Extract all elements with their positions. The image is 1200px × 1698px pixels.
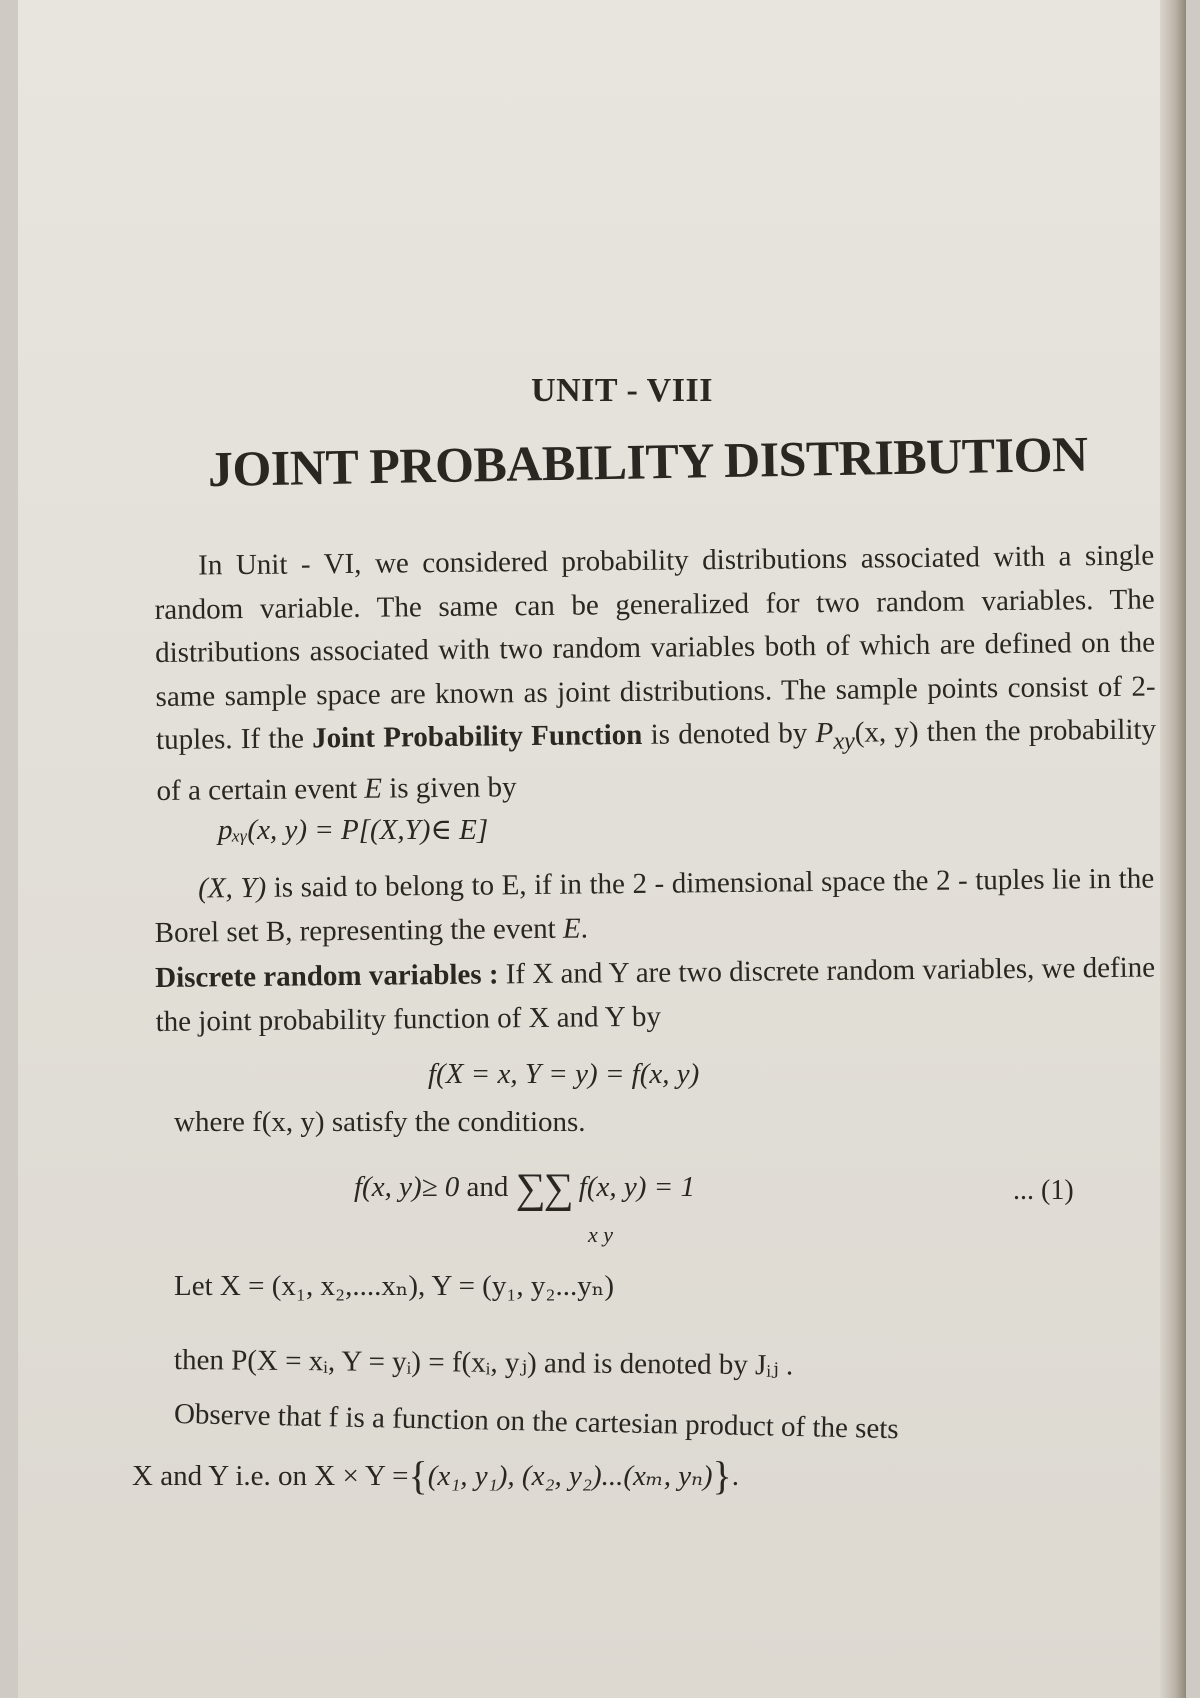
- formula-joint-probability: pₓᵧ(x, y) = P[(X,Y)∈ E]: [218, 814, 489, 846]
- observe-line: Observe that f is a function on the cartesian product of the sets: [173, 1398, 899, 1446]
- formula-joint-function: f(X = x, Y = y) = f(x, y): [428, 1058, 700, 1090]
- sum-indices: x y: [588, 1222, 614, 1247]
- intro-paragraph: In Unit - VI, we considered probability distributions associated with a single random variable. The same can be generalized for two random variables. The distributions associated with two random variables both of which are defined on the same sample space are known as joint distributions. The sample points consist of 2- tuples. If the Joint Probability Function is denoted by $P_{xy}(x$, y) then the probability of a certain event E is given by: [154, 539, 1157, 808]
- borel-paragraph: (X, Y) is said to belong to E, if in the 2 - dimensional space the 2 - tuples lie in the Borel set B, representing the event E.: [154, 862, 1155, 949]
- formula-conditions: f(x, y)≥ 0 and ∑∑ f(x, y) = 1: [354, 1166, 695, 1212]
- chapter-title: JOINT PROBABILITY DISTRIBUTION: [207, 425, 1089, 497]
- where-line: where f(x, y) satisfy the conditions.: [174, 1106, 586, 1138]
- final-line: X and Y i.e. on X × Y ={(x₁, y₁), (x₂, y₂)...(xₘ, yₙ)}.: [132, 1453, 739, 1498]
- joint-probability-function-term: Joint Probability Function: [311, 718, 643, 755]
- let-line: Let X = (x₁, x₂,....xₙ), Y = (y₁, y₂...yₙ): [174, 1270, 614, 1302]
- book-page: [18, 0, 1186, 1698]
- discrete-random-variables-term: Discrete random variables :: [154, 958, 499, 994]
- double-sum-symbol: ∑∑: [515, 1166, 572, 1212]
- unit-heading: UNIT - VIII: [531, 372, 713, 409]
- then-line: then P(X = xᵢ, Y = yᵢ) = f(xᵢ, yⱼ) and is denoted by Jᵢⱼ .: [173, 1344, 794, 1382]
- page-gutter-shadow: [1160, 0, 1186, 1698]
- discrete-paragraph: Discrete random variables : If X and Y are two discrete random variables, we define the joint probability function of X and Y by: [154, 951, 1156, 1038]
- body-text: [154, 535, 1157, 814]
- equation-number: ... (1): [1013, 1175, 1074, 1206]
- borel-paragraph-block: [154, 858, 1156, 1044]
